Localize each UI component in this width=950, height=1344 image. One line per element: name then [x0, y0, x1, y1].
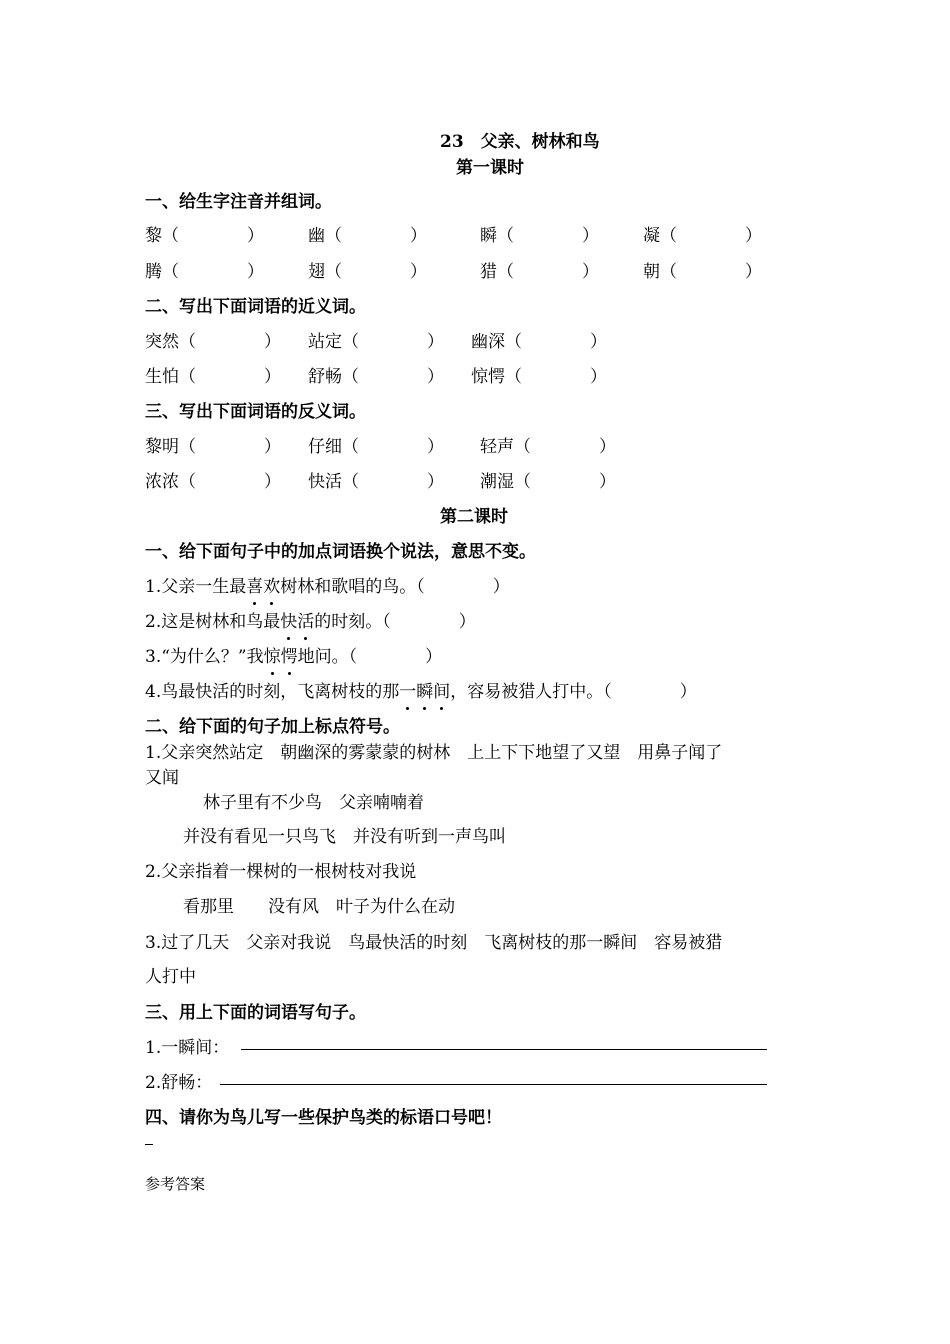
- l1-s2-item: 生怕（ ）: [145, 367, 281, 387]
- l1-s1-heading: 一、给生字注音并组词。: [145, 192, 332, 212]
- dotted-char: 惊: [264, 642, 281, 667]
- l1-s3-item: 浓浓（ ）: [145, 472, 281, 492]
- l2-s1-question: [145, 677, 697, 702]
- l1-s3-heading: 三、写出下面词语的反义词。: [145, 402, 366, 422]
- l2-s3-prompt: 2.舒畅：: [145, 1073, 213, 1093]
- l1-s3-item: 潮湿（ ）: [480, 472, 616, 492]
- l1-s1-item: 幽（ ）: [308, 226, 427, 246]
- question-text: 3.“为什么？”我: [145, 647, 264, 667]
- lesson1-label: 第一课时: [456, 158, 524, 178]
- l2-s2-passage-line: 3.过了几天 父亲对我说 鸟最快活的时刻 飞离树枝的那一瞬间 容易被猎: [145, 933, 723, 953]
- worksheet-title: 23 父亲、树林和鸟: [440, 132, 600, 152]
- lesson2-label: 第二课时: [440, 507, 508, 527]
- dotted-char: 喜: [246, 572, 263, 597]
- l1-s2-item: 突然（ ）: [145, 332, 281, 352]
- l2-s2-passage-line: 又闻: [145, 768, 179, 788]
- l1-s3-item: 黎明（ ）: [145, 437, 281, 457]
- answer-line[interactable]: [241, 1049, 767, 1050]
- dotted-char: 活: [297, 607, 314, 632]
- question-text: 2.这是树林和鸟最: [145, 612, 281, 632]
- l1-s3-item: 仔细（ ）: [308, 437, 444, 457]
- l1-s1-item: 腾（ ）: [145, 262, 264, 282]
- dotted-char: 欢: [263, 572, 280, 597]
- l2-s1-heading: 一、给下面句子中的加点词语换个说法，意思不变。: [145, 542, 536, 562]
- l2-s3-prompt: 1.一瞬间：: [145, 1038, 230, 1058]
- l1-s1-item: 瞬（ ）: [480, 226, 599, 246]
- l1-s1-item: 猎（ ）: [480, 262, 599, 282]
- l2-s2-heading: 二、给下面的句子加上标点符号。: [145, 717, 400, 737]
- answer-line[interactable]: [220, 1084, 767, 1085]
- dotted-char: 瞬: [416, 677, 433, 702]
- l1-s1-item: 翅（ ）: [308, 262, 427, 282]
- l1-s2-item: 幽深（ ）: [471, 332, 607, 352]
- l2-s2-passage-line: 人打中: [145, 967, 196, 987]
- l1-s3-item: 快活（ ）: [308, 472, 444, 492]
- l2-s2-passage-line: 2.父亲指着一棵树的一根树枝对我说: [145, 862, 417, 882]
- question-text: 树林和歌唱的鸟。（ ）: [280, 577, 510, 597]
- l2-s2-passage-line: 看那里 没有风 叶子为什么在动: [183, 897, 455, 917]
- question-text: 的时刻。（ ）: [314, 612, 476, 632]
- l1-s1-item: 黎（ ）: [145, 226, 264, 246]
- question-text: 4.鸟最快活的时刻，飞离树枝的那: [145, 682, 400, 702]
- l1-s1-item: 朝（ ）: [643, 262, 762, 282]
- l1-s2-item: 站定（ ）: [308, 332, 444, 352]
- l1-s2-heading: 二、写出下面词语的近义词。: [145, 297, 366, 317]
- l1-s3-item: 轻声（ ）: [480, 437, 616, 457]
- dotted-char: 快: [280, 607, 297, 632]
- l2-s2-passage-line: 并没有看见一只鸟飞 并没有听到一声鸟叫: [183, 827, 506, 847]
- l2-s2-passage-line: 1.父亲突然站定 朝幽深的雾蒙蒙的树林 上上下下地望了又望 用鼻子闻了: [145, 743, 723, 763]
- l2-s1-question: [145, 572, 510, 597]
- l1-s2-item: 惊愕（ ）: [471, 367, 607, 387]
- dotted-char: 间: [433, 677, 450, 702]
- question-text: 地问。（ ）: [297, 647, 443, 667]
- question-text: 1.父亲一生最: [145, 577, 247, 597]
- l2-s4-heading: 四、请你为鸟儿写一些保护鸟类的标语口号吧！: [145, 1108, 502, 1128]
- l2-s2-passage-line: 林子里有不少鸟 父亲喃喃着: [203, 793, 424, 813]
- question-text: ，容易被猎人打中。（ ）: [450, 682, 697, 702]
- dotted-char: 愕: [281, 642, 298, 667]
- answer-mark: [145, 1144, 153, 1145]
- l2-s1-question: [145, 607, 476, 632]
- l2-s1-question: [145, 642, 442, 667]
- answers-label: 参考答案: [145, 1175, 206, 1193]
- dotted-char: 一: [399, 677, 416, 702]
- l1-s1-item: 凝（ ）: [643, 226, 762, 246]
- l1-s2-item: 舒畅（ ）: [308, 367, 444, 387]
- l2-s3-heading: 三、用上下面的词语写句子。: [145, 1003, 366, 1023]
